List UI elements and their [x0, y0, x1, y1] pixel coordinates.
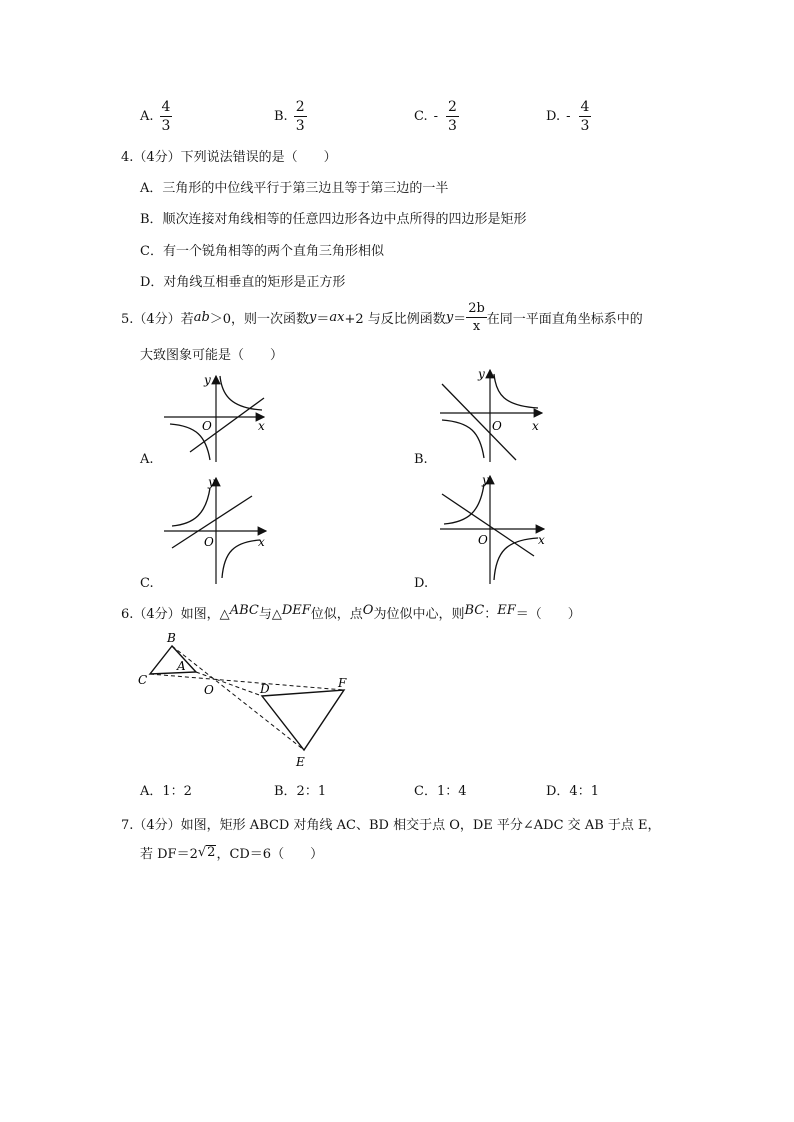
q3-option-d: D. - $\frac{4}{3}$ — [546, 99, 590, 134]
linear-function — [442, 494, 534, 556]
svg-text:B: B — [167, 631, 176, 645]
svg-text:y: y — [208, 475, 215, 489]
hyperbola-branch — [494, 374, 538, 408]
q6-option-b: B．2：1 — [274, 784, 327, 799]
q5-stem: 5.（4分）若 ab ＞0，则一次函数 y ＝ ax +2 与反比例函数 y ＝ $\frac{2b}{x}$ 在同一平面直角坐标系中的 — [121, 301, 643, 334]
q5-option-d: D. — [414, 576, 429, 591]
svg-text:O: O — [204, 683, 214, 697]
fraction: $\frac{2}{3}$ — [448, 99, 457, 134]
q3-option-a: A. $\frac{4}{3}$ — [140, 99, 171, 134]
svg-text:x: x — [258, 535, 265, 549]
svg-text:y: y — [478, 367, 485, 381]
q6-stem: 6.（4分）如图，△ ABC 与△ DEF 位似，点 O 为位似中心，则 BC ： EF ＝（ ） — [121, 603, 581, 622]
graph-a — [160, 370, 280, 466]
sqrt-sign: √ — [197, 845, 207, 860]
svg-text:O: O — [202, 419, 212, 433]
q6-option-c: C．1：4 — [414, 784, 467, 799]
graph-b — [434, 366, 554, 466]
graph-c — [160, 474, 280, 586]
dashed-line-be — [172, 646, 304, 750]
svg-text:y: y — [204, 373, 211, 387]
fraction: $\frac{4}{3}$ — [161, 99, 171, 134]
dashed-line-cf — [150, 674, 344, 690]
q4-option-d: D．对角线互相垂直的矩形是正方形 — [140, 275, 346, 290]
fraction: $\frac{2}{3}$ — [295, 99, 305, 134]
q5-stem-line2: 大致图象可能是（ ） — [140, 348, 284, 363]
q4-stem: 4.（4分）下列说法错误的是（ ） — [121, 150, 337, 165]
fraction: $\frac{4}{3}$ — [580, 99, 590, 134]
svg-text:x: x — [532, 419, 539, 433]
svg-text:E: E — [296, 755, 305, 769]
homothety-figure — [130, 628, 360, 770]
q6-option-d: D．4：1 — [546, 784, 599, 799]
svg-text:O: O — [492, 419, 502, 433]
svg-text:A: A — [177, 659, 186, 673]
svg-text:D: D — [260, 682, 270, 696]
svg-text:O: O — [204, 535, 214, 549]
q7-stem-line2: 若 DF＝2 √ 2 ，CD＝6（ ） — [140, 844, 324, 862]
hyperbola-branch — [220, 376, 262, 410]
hyperbola-branch — [222, 540, 260, 578]
hyperbola-branch — [172, 488, 210, 526]
triangle-def — [262, 690, 344, 750]
q3-option-c: C. - $\frac{2}{3}$ — [414, 99, 457, 134]
q6-option-a: A．1：2 — [140, 784, 192, 799]
fraction-2b-over-x: $\frac{2b}{x}$ — [468, 301, 485, 334]
svg-text:y: y — [482, 473, 489, 487]
svg-text:x: x — [258, 419, 265, 433]
q7-stem-line1: 7.（4分）如图，矩形 ABCD 对角线 AC、BD 相交于点 O，DE 平分∠ADC 交 AB 于点 E， — [121, 818, 661, 833]
q4-option-c: C．有一个锐角相等的两个直角三角形相似 — [140, 244, 384, 259]
graph-d — [434, 472, 554, 586]
hyperbola-branch — [442, 420, 484, 458]
q4-option-a: A．三角形的中位线平行于第三边且等于第三边的一半 — [140, 181, 449, 196]
svg-text:F: F — [338, 676, 347, 690]
q5-option-a: A. — [140, 452, 154, 467]
q4-option-b: B．顺次连接对角线相等的任意四边形各边中点所得的四边形是矩形 — [140, 212, 527, 227]
q3-option-b: B. $\frac{2}{3}$ — [274, 99, 305, 134]
svg-text:C: C — [138, 673, 148, 687]
q5-option-b: B. — [414, 452, 428, 467]
q5-option-c: C. — [140, 576, 154, 591]
svg-text:x: x — [538, 533, 545, 547]
svg-text:O: O — [478, 533, 488, 547]
